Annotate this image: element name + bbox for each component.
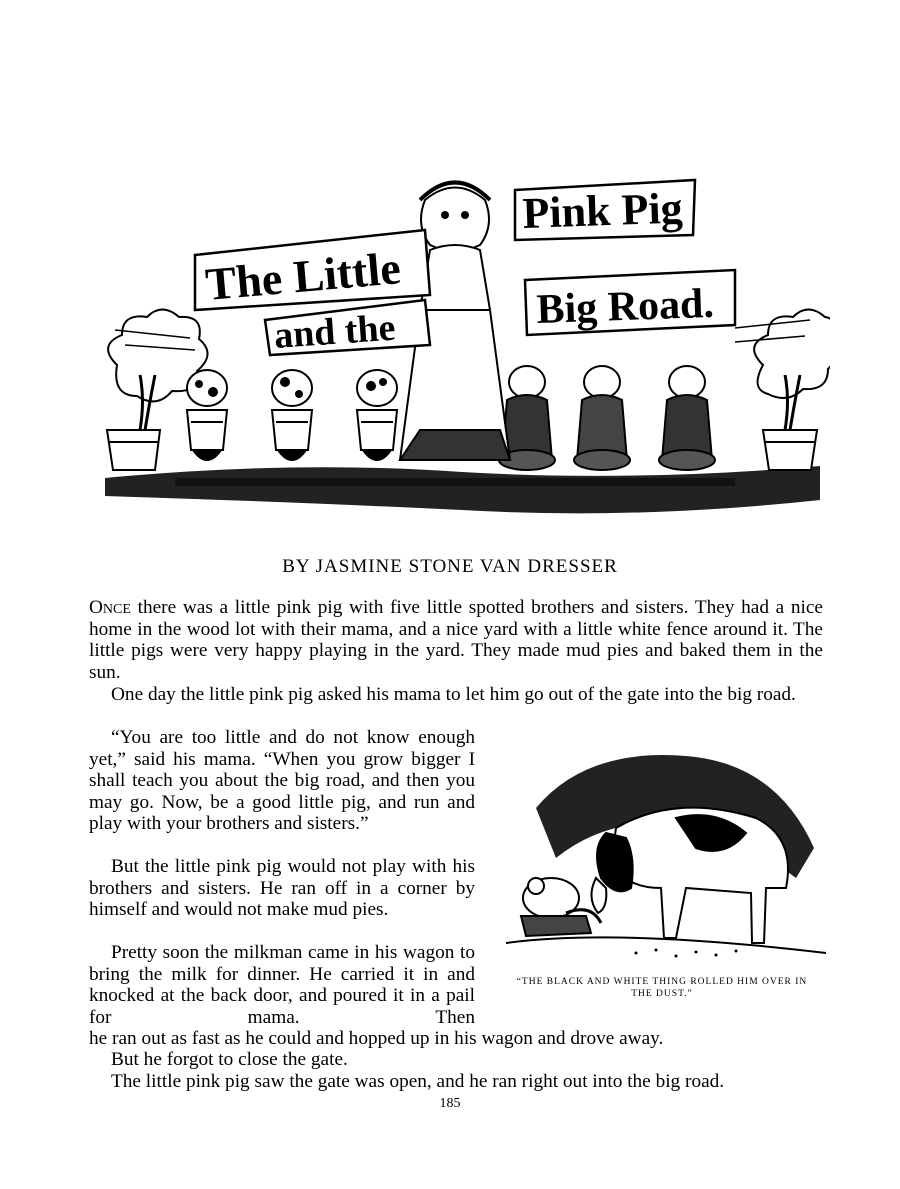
title-text-left-lower: and the <box>272 306 397 357</box>
paragraph-1 <box>89 597 823 683</box>
paragraph-7 <box>89 1071 823 1093</box>
paragraph-4-text: But the little pink pig would not play with his brothers and sisters. He ran off in a corner by himself and would not make mud pies. <box>89 856 475 921</box>
title-text-left: The Little <box>203 242 403 310</box>
byline: BY JASMINE STONE VAN DRESSER <box>282 556 618 577</box>
title-headpiece-illustration <box>95 160 830 540</box>
paragraph-5 <box>89 942 475 1028</box>
first-word: Once <box>89 597 131 618</box>
paragraph-3-text: “You are too little and do not know enough yet,” said his mama. “When you grow bigger I shall teach you about the big road, and then you may go. Now, be a good little pig, and run and play with your brothers and sisters.” <box>89 727 475 835</box>
page-number: 185 <box>439 1096 461 1111</box>
title-text-right-bottom: Big Road. <box>535 280 715 333</box>
dog-figure <box>591 808 788 943</box>
paragraph-5-continued-text: he ran out as fast as he could and hopped up in his wagon and drove away. <box>89 1028 664 1049</box>
illustration-caption: “THE BLACK AND WHITE THING ROLLED HIM OVER IN THE DUST.” <box>516 977 808 999</box>
paragraph-5-column-text: Pretty soon the milkman came in his wagon to bring the milk for dinner. He carried it in and knocked at the back door, and poured it in a pail for mama. Then <box>89 942 475 1028</box>
paragraph-6-text: But he forgot to close the gate. <box>111 1049 348 1070</box>
paragraph-2 <box>89 684 823 706</box>
paragraph-7-text: The little pink pig saw the gate was open, and he ran right out into the big road. <box>111 1071 725 1092</box>
potted-tree-right <box>754 310 830 471</box>
pig-figures-left <box>187 370 397 460</box>
paragraph-6 <box>89 1049 823 1071</box>
dust-marks <box>635 949 738 958</box>
paragraph-3 <box>89 727 475 835</box>
title-text-right-top: Pink Pig <box>521 183 684 238</box>
paragraph-2-text: One day the little pink pig asked his mama to let him go out of the gate into the big road. <box>111 684 796 705</box>
dog-and-pig-illustration <box>496 738 832 970</box>
paragraph-1-text: there was a little pink pig with five little spotted brothers and sisters. They had a nice home in the wood lot with their mama, and a nice yard with a little white fence around it. The little pigs were very happy playing in the yard. They made mud pies and baked them in the sun. <box>89 597 823 683</box>
pig-figure <box>521 878 601 936</box>
pig-figures-right <box>499 366 715 470</box>
paragraph-5-continued <box>89 1028 823 1050</box>
paragraph-4 <box>89 856 475 921</box>
